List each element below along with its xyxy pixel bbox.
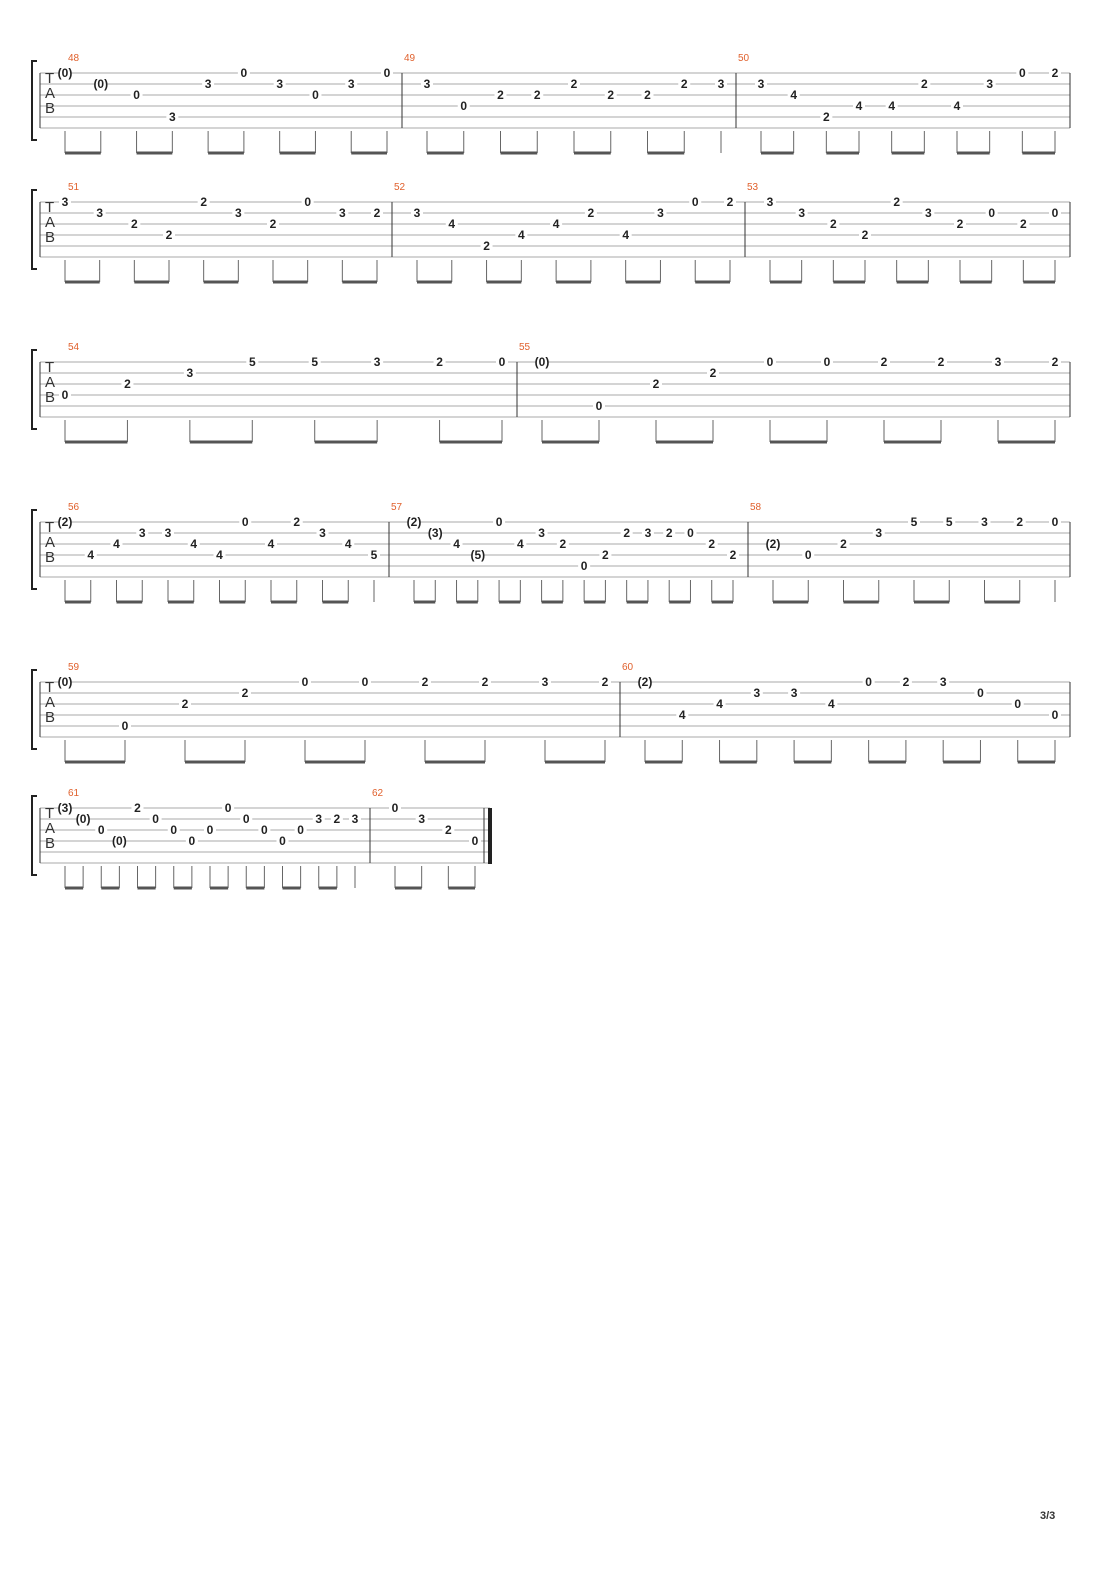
- tab-clef-letter: T: [45, 359, 55, 376]
- tab-clef-letter: T: [45, 199, 55, 216]
- tab-clef-letter: A: [45, 214, 56, 231]
- fret-number: 0: [224, 801, 232, 815]
- tab-clef-letter: T: [45, 679, 55, 696]
- fret-number: 0: [977, 686, 984, 700]
- fret-number: 0: [580, 559, 588, 573]
- fret-number: 0: [691, 195, 699, 209]
- fret-number: 2: [708, 537, 716, 551]
- fret-number: 5: [311, 355, 319, 369]
- fret-number: 3: [204, 77, 212, 91]
- fret-number: 0: [383, 66, 391, 80]
- fret-number: 2: [333, 812, 341, 826]
- tab-clef-letter: B: [45, 709, 56, 726]
- fret-number: 3: [644, 526, 652, 540]
- fret-number: 3: [168, 110, 176, 124]
- fret-number: 3: [423, 77, 431, 91]
- fret-number: 3: [875, 526, 883, 540]
- fret-number: 3: [138, 526, 146, 540]
- fret-number: 0: [261, 823, 268, 837]
- fret-number: 0: [804, 548, 812, 562]
- tab-clef-letter: T: [45, 519, 55, 536]
- fret-number: 2: [165, 228, 173, 242]
- fret-number: 0: [391, 801, 399, 815]
- fret-number: 0: [498, 355, 506, 369]
- measure-number: 53: [747, 182, 759, 193]
- fret-number: 3: [790, 686, 798, 700]
- fret-number: 0: [361, 675, 369, 689]
- tab-system: [32, 53, 1070, 153]
- fret-number: 2: [644, 88, 651, 102]
- fret-number: 2: [497, 88, 504, 102]
- system-bracket: [32, 510, 37, 589]
- fret-number: 0: [241, 515, 249, 529]
- tab-clef-letter: B: [45, 389, 56, 406]
- fret-number: 3: [757, 77, 765, 91]
- fret-number: 2: [602, 548, 609, 562]
- fret-number: 4: [790, 88, 798, 102]
- fret-number: (0): [112, 834, 127, 848]
- fret-number: 0: [301, 675, 309, 689]
- measure-number: 61: [68, 788, 80, 799]
- system-bracket: [32, 190, 37, 269]
- fret-number: 3: [717, 77, 725, 91]
- fret-number: 3: [939, 675, 947, 689]
- fret-number: 2: [880, 355, 888, 369]
- fret-number: 0: [206, 823, 214, 837]
- fret-number: 3: [538, 526, 545, 540]
- fret-number: 2: [729, 548, 737, 562]
- fret-number: 2: [533, 88, 541, 102]
- fret-number: 2: [1051, 66, 1059, 80]
- fret-number: 4: [517, 228, 525, 242]
- fret-number: 0: [460, 99, 468, 113]
- fret-number: 3: [315, 812, 323, 826]
- fret-number: 2: [680, 77, 688, 91]
- fret-number: 2: [587, 206, 595, 220]
- fret-number: 0: [152, 812, 159, 826]
- tab-clef-letter: T: [45, 805, 55, 822]
- fret-number: 0: [61, 388, 69, 402]
- fret-number: 2: [956, 217, 964, 231]
- tab-clef-letter: B: [45, 835, 56, 852]
- fret-number: 3: [541, 675, 549, 689]
- fret-number: 2: [840, 537, 847, 551]
- fret-number: 4: [87, 548, 95, 562]
- fret-number: 2: [893, 195, 901, 209]
- fret-number: 4: [344, 537, 352, 551]
- fret-number: 2: [124, 377, 131, 391]
- page-number: 3/3: [1040, 1510, 1056, 1522]
- fret-number: 2: [920, 77, 928, 91]
- fret-number: 2: [1019, 217, 1027, 231]
- fret-number: 4: [453, 537, 460, 551]
- fret-number: 3: [753, 686, 761, 700]
- fret-number: 4: [678, 708, 686, 722]
- fret-number: 0: [97, 823, 105, 837]
- tab-clef-letter: B: [45, 229, 56, 246]
- fret-number: (2): [637, 675, 653, 689]
- fret-number: 4: [113, 537, 120, 551]
- tab-system: [32, 182, 1070, 282]
- fret-number: 3: [338, 206, 346, 220]
- fret-number: 3: [766, 195, 774, 209]
- fret-number: 2: [829, 217, 837, 231]
- fret-number: 2: [293, 515, 301, 529]
- fret-number: 2: [1051, 355, 1059, 369]
- fret-number: 2: [181, 697, 189, 711]
- fret-number: 0: [687, 526, 694, 540]
- measure-number: 48: [68, 53, 80, 64]
- fret-number: 2: [937, 355, 945, 369]
- fret-number: 2: [483, 239, 490, 253]
- measure-number: 59: [68, 662, 80, 673]
- system-bracket: [32, 796, 37, 875]
- measure-number: 50: [738, 53, 750, 64]
- fret-number: 3: [319, 526, 326, 540]
- fret-number: 2: [481, 675, 489, 689]
- fret-number: 3: [96, 206, 104, 220]
- fret-number: 0: [1051, 515, 1059, 529]
- fret-number: 4: [828, 697, 835, 711]
- fret-number: (0): [534, 355, 550, 369]
- fret-number: 0: [240, 66, 248, 80]
- fret-number: 4: [216, 548, 223, 562]
- fret-number: 2: [436, 355, 443, 369]
- fret-number: (3): [427, 526, 443, 540]
- fret-number: 3: [186, 366, 194, 380]
- fret-number: 2: [861, 228, 869, 242]
- fret-number: 5: [945, 515, 953, 529]
- fret-number: 0: [170, 823, 178, 837]
- tab-clef-letter: B: [45, 100, 56, 117]
- measure-number: 55: [519, 342, 531, 353]
- fret-number: 2: [130, 217, 138, 231]
- fret-number: 2: [726, 195, 734, 209]
- fret-number: 0: [1018, 66, 1026, 80]
- fret-number: 4: [953, 99, 961, 113]
- fret-number: 2: [607, 88, 615, 102]
- fret-number: 0: [988, 206, 996, 220]
- fret-number: 2: [444, 823, 452, 837]
- fret-number: 0: [766, 355, 774, 369]
- fret-number: 3: [347, 77, 355, 91]
- fret-number: 4: [622, 228, 630, 242]
- tab-clef-letter: A: [45, 534, 56, 551]
- fret-number: 3: [61, 195, 69, 209]
- fret-number: 0: [188, 834, 196, 848]
- fret-number: 0: [1014, 697, 1022, 711]
- fret-number: 3: [657, 206, 664, 220]
- tab-clef-letter: B: [45, 549, 56, 566]
- fret-number: 2: [902, 675, 910, 689]
- fret-number: 2: [601, 675, 609, 689]
- fret-number: 3: [234, 206, 242, 220]
- fret-number: 3: [924, 206, 932, 220]
- measure-number: 58: [750, 502, 762, 513]
- fret-number: 2: [200, 195, 208, 209]
- fret-number: 3: [413, 206, 421, 220]
- fret-number: 4: [888, 99, 896, 113]
- fret-number: 3: [164, 526, 172, 540]
- system-bracket: [32, 350, 37, 429]
- fret-number: 4: [716, 697, 723, 711]
- fret-number: 2: [373, 206, 381, 220]
- measure-number: 49: [404, 53, 416, 64]
- tab-clef-letter: A: [45, 374, 56, 391]
- fret-number: 3: [418, 812, 426, 826]
- fret-number: 2: [1016, 515, 1024, 529]
- measure-number: 56: [68, 502, 80, 513]
- fret-number: 3: [981, 515, 988, 529]
- fret-number: 2: [559, 537, 567, 551]
- tab-clef-letter: A: [45, 85, 56, 102]
- fret-number: (2): [765, 537, 781, 551]
- fret-number: 3: [994, 355, 1002, 369]
- fret-number: 3: [276, 77, 284, 91]
- measure-number: 57: [391, 502, 403, 513]
- tab-clef-letter: A: [45, 820, 56, 837]
- fret-number: 2: [623, 526, 631, 540]
- fret-number: 0: [495, 515, 503, 529]
- measure-number: 54: [68, 342, 80, 353]
- fret-number: 0: [865, 675, 872, 689]
- tab-system: [32, 662, 1070, 762]
- fret-number: (0): [57, 675, 73, 689]
- fret-number: (0): [93, 77, 109, 91]
- fret-number: 3: [798, 206, 806, 220]
- fret-number: 4: [516, 537, 524, 551]
- fret-number: 0: [121, 719, 129, 733]
- fret-number: 4: [552, 217, 560, 231]
- tab-clef-letter: A: [45, 694, 56, 711]
- fret-number: 0: [304, 195, 312, 209]
- fret-number: 2: [709, 366, 717, 380]
- fret-number: 2: [421, 675, 429, 689]
- measure-number: 62: [372, 788, 384, 799]
- fret-number: 0: [471, 834, 479, 848]
- fret-number: 5: [248, 355, 256, 369]
- fret-number: 0: [242, 812, 250, 826]
- fret-number: 2: [570, 77, 578, 91]
- fret-number: (2): [57, 515, 73, 529]
- fret-number: 0: [823, 355, 831, 369]
- system-bracket: [32, 670, 37, 749]
- measure-number: 51: [68, 182, 80, 193]
- fret-number: 2: [665, 526, 673, 540]
- measure-number: 60: [622, 662, 634, 673]
- fret-number: 0: [279, 834, 286, 848]
- tab-clef-letter: T: [45, 70, 55, 87]
- fret-number: 0: [133, 88, 140, 102]
- fret-number: (3): [57, 801, 73, 815]
- fret-number: 0: [1051, 708, 1059, 722]
- fret-number: 0: [297, 823, 304, 837]
- fret-number: (5): [470, 548, 486, 562]
- fret-number: 5: [910, 515, 918, 529]
- system-bracket: [32, 61, 37, 140]
- tab-system: [32, 342, 1070, 442]
- fret-number: 4: [855, 99, 863, 113]
- fret-number: 0: [1051, 206, 1059, 220]
- fret-number: (0): [57, 66, 73, 80]
- fret-number: 3: [351, 812, 359, 826]
- tab-system: [32, 788, 490, 888]
- fret-number: 0: [312, 88, 319, 102]
- fret-number: 4: [448, 217, 456, 231]
- fret-number: 2: [134, 801, 141, 815]
- fret-number: (0): [75, 812, 91, 826]
- tab-system: [32, 502, 1070, 602]
- fret-number: (2): [406, 515, 422, 529]
- fret-number: 3: [986, 77, 994, 91]
- fret-number: 3: [373, 355, 381, 369]
- fret-number: 2: [822, 110, 830, 124]
- fret-number: 0: [595, 399, 603, 413]
- fret-number: 2: [241, 686, 249, 700]
- fret-number: 4: [190, 537, 198, 551]
- fret-number: 2: [652, 377, 660, 391]
- fret-number: 4: [267, 537, 275, 551]
- fret-number: 5: [370, 548, 378, 562]
- measure-number: 52: [394, 182, 406, 193]
- fret-number: 2: [269, 217, 277, 231]
